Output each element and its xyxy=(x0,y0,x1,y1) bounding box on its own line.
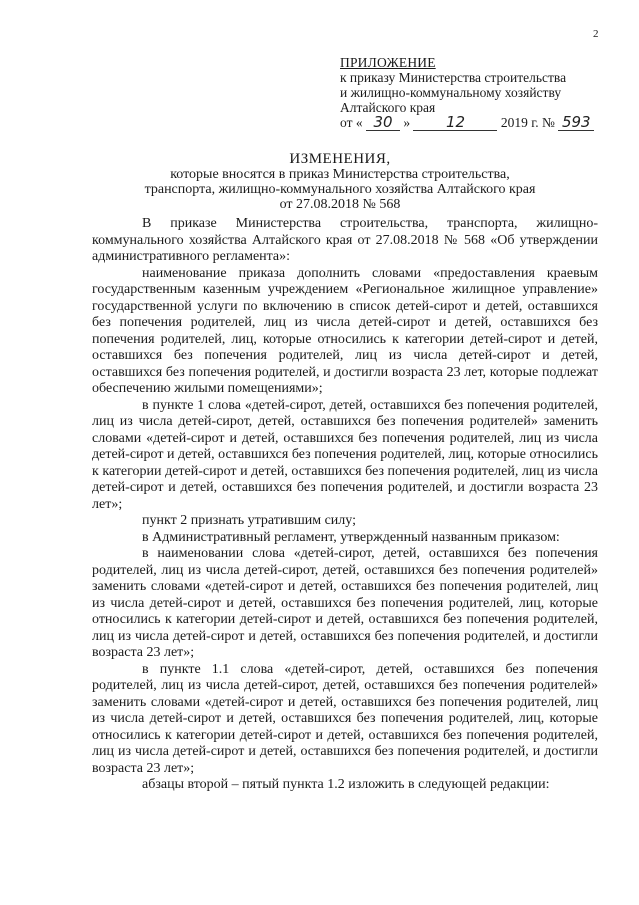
order-year: 2019 г. № xyxy=(500,115,555,130)
order-month-handwritten: 12 xyxy=(413,115,497,131)
paragraph: абзацы второй – пятый пункта 1.2 изложить в следующей редакции: xyxy=(142,777,550,792)
date-mid: » xyxy=(403,115,411,130)
paragraph: в Административный регламент, утвержденный названным приказом: xyxy=(142,529,560,545)
appendix-line-2: и жилищно-коммунальному хозяйству xyxy=(340,85,562,100)
heading-line-3: от 27.08.2018 № 568 xyxy=(279,197,401,212)
paragraph: В приказе Министерства строительства, транспорта, жилищно-коммунального хозяйства Алтайского края от 27.08.2018 № 568 «Об утверждении административного регламента»: xyxy=(92,216,598,264)
document-body xyxy=(92,216,598,794)
heading-line-2: транспорта, жилищно-коммунального хозяйства Алтайского края xyxy=(144,182,536,197)
appendix-line-1: к приказу Министерства строительства xyxy=(340,70,567,85)
page-number: 2 xyxy=(593,28,599,40)
paragraph: в наименовании слова «детей-сирот, детей, оставшихся без попечения родителей, лиц из числа детей-сирот, детей, оставшихся без попечения родителей» заменить словами «детей-сирот и детей, оставшихся без попечения родителей, лиц из числа детей-сирот и детей, оставшихся без попечения родителей, лиц, которые относились к категории детей-сирот и детей, оставшихся без попечения родителей, лиц из числа детей-сирот и детей, оставшихся без попечения родителей, и достигли возраста 23 лет»; xyxy=(92,546,598,660)
date-prefix: от « xyxy=(340,115,363,130)
paragraph: пункт 2 признать утратившим силу; xyxy=(142,513,356,528)
heading-line-1: которые вносятся в приказ Министерства строительства, xyxy=(170,167,510,182)
order-reference xyxy=(340,115,630,131)
paragraph: наименование приказа дополнить словами «предоставления краевым государственным казенным учреждением «Региональное жилищное управление» государственной услуги по включению в список детей-сирот и детей, оставшихся без попечения родителей, лиц из числа детей-сирот и детей, оставшихся без попечения родителей, лиц, которые относились к категории детей-сирот и детей, оставшихся без попечения родителей, лиц из числа детей-сирот и детей, оставшихся без попечения родителей, и достигли возраста 23 лет, которые подлежат обеспечению жилыми помещениями»; xyxy=(92,265,598,396)
heading-title: ИЗМЕНЕНИЯ, xyxy=(289,151,391,167)
appendix-line-3: Алтайского края xyxy=(340,100,436,115)
order-number-handwritten: 593 xyxy=(558,115,594,131)
document-heading xyxy=(60,152,620,212)
paragraph: в пункте 1.1 слова «детей-сирот, детей, оставшихся без попечения родителей, лиц из числа детей-сирот, детей, оставшихся без попечения родителей» заменить словами «детей-сирот и детей, оставшихся без попечения родителей, лиц из числа детей-сирот и детей, оставшихся без попечения родителей, лиц, которые относились к категории детей-сирот и детей, оставшихся без попечения родителей, лиц из числа детей-сирот и детей, оставшихся без попечения родителей, и достигли возраста 23 лет»; xyxy=(92,661,598,776)
appendix-block xyxy=(340,55,630,131)
paragraph: в пункте 1 слова «детей-сирот, детей, оставшихся без попечения родителей, лиц из числа детей-сирот, детей, оставшихся без попечения родителей» заменить словами «детей-сирот и детей, оставшихся без попечения родителей, лиц из числа детей-сирот и детей, оставшихся без попечения родителей, лиц, которые относились к категории детей-сирот и детей, оставшихся без попечения родителей, лиц из числа детей-сирот и детей, оставшихся без попечения родителей, и достигли возраста 23 лет»; xyxy=(92,397,598,512)
appendix-title: ПРИЛОЖЕНИЕ xyxy=(340,55,436,70)
order-day-handwritten: 30 xyxy=(366,115,400,131)
